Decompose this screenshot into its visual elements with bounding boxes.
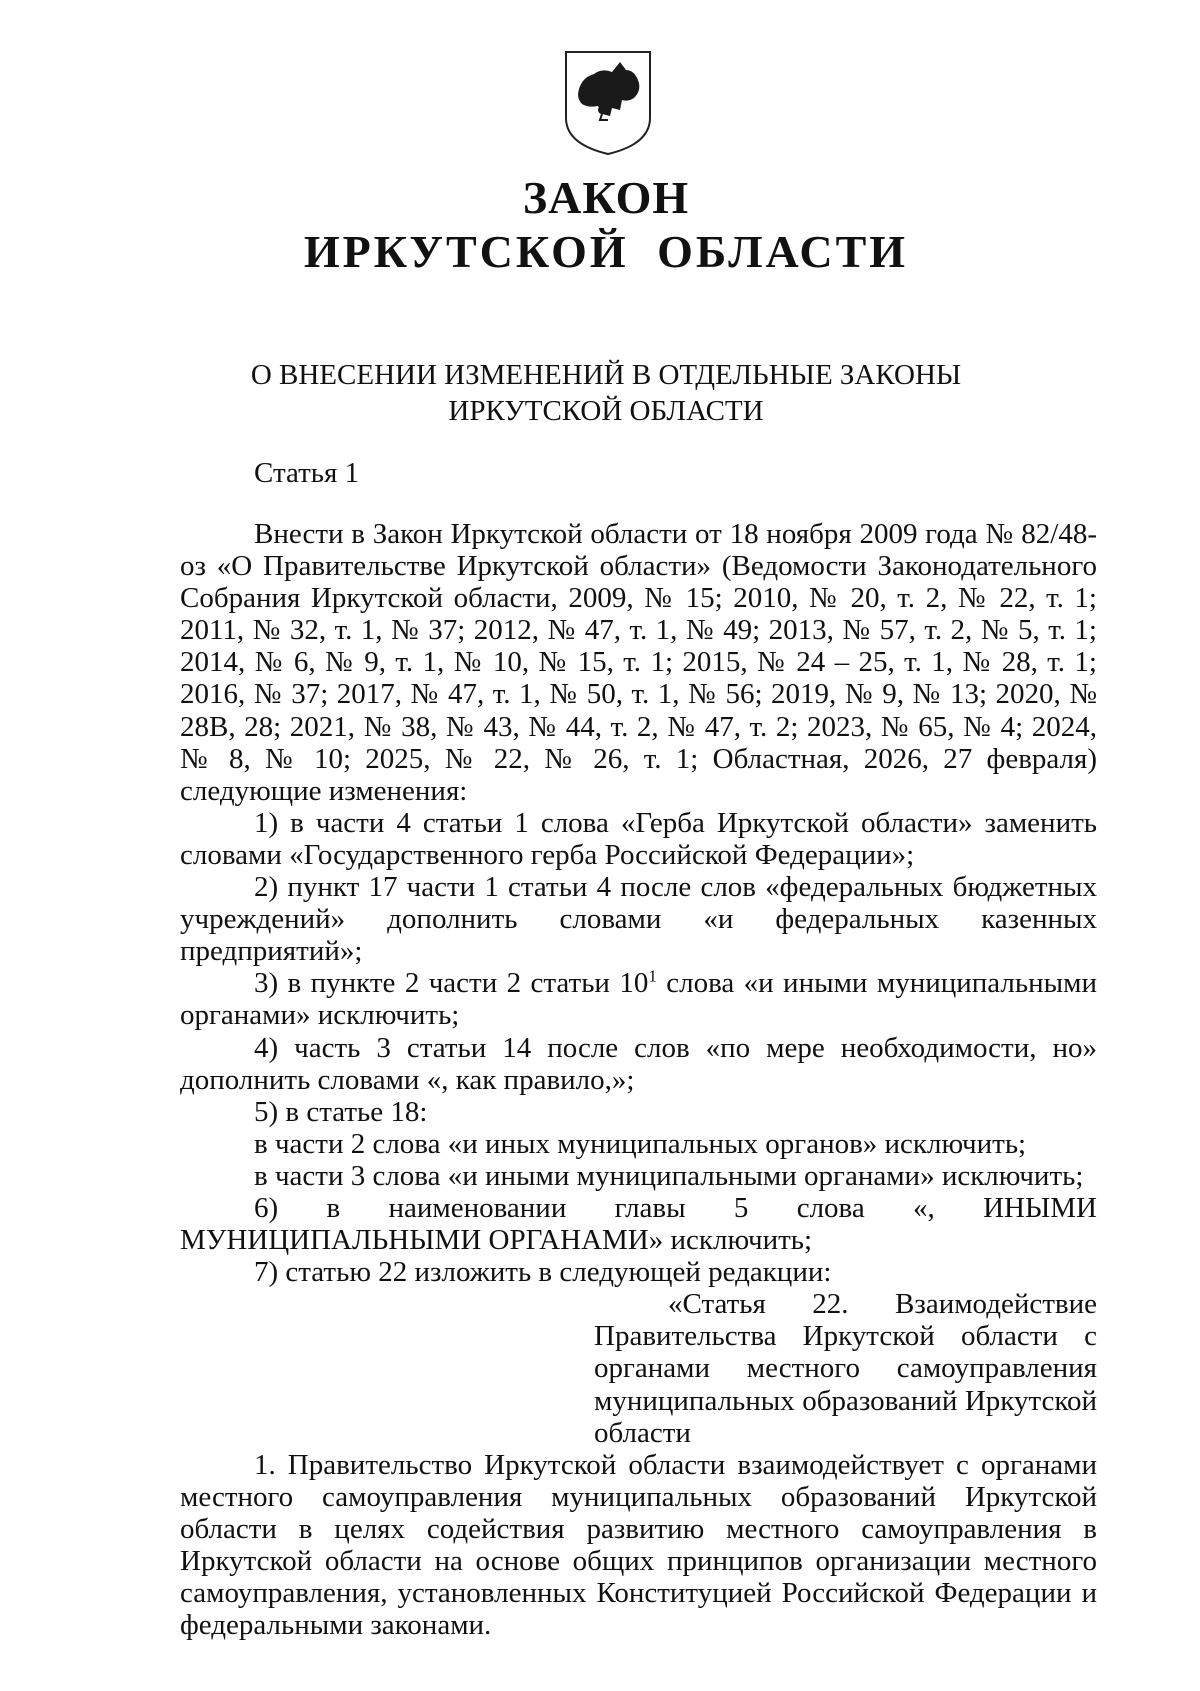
article-body (180, 518, 1097, 1641)
law-subtitle (0, 357, 1200, 429)
law-region-title: ИРКУТСКОЙ ОБЛАСТИ (303, 226, 909, 277)
amendment-item-5b: в части 3 слова «и иными муниципальными органами» исключить; (254, 1159, 1084, 1192)
amendment-item-5: 5) в статье 18: (254, 1095, 428, 1128)
coat-of-arms-emblem (562, 48, 654, 158)
amendment-item-2: 2) пункт 17 части 1 статьи 4 после слов «федеральных бюджетных учреждений» дополнить словами «и федеральных казенных предприятий»; (180, 871, 1097, 968)
subtitle-line-1: О ВНЕСЕНИИ ИЗМЕНЕНИЙ В ОТДЕЛЬНЫЕ ЗАКОНЫ (250, 359, 962, 391)
law-title: ЗАКОН (522, 172, 690, 223)
item-3-text-end: слова «и иными муниципальными органами» исключить; (180, 967, 1097, 1032)
subtitle-line-2: ИРКУТСКОЙ ОБЛАСТИ (448, 395, 764, 427)
item-3-text: 3) в пункте 2 части 2 статьи 10 (254, 967, 649, 1000)
new-article-heading: «Статья 22. Взаимодействие Правительства Иркутской области с органами местного самоуправления муниципальных образований Иркутской области (594, 1288, 1097, 1449)
amendment-item-7: 7) статью 22 изложить в следующей редакции: (254, 1256, 832, 1289)
article-heading: Статья 1 (254, 457, 360, 489)
amendment-item-6: 6) в наименовании главы 5 слова «, ИНЫМИ МУНИЦИПАЛЬНЫМИ ОРГАНАМИ» исключить; (180, 1191, 1097, 1257)
amendment-item-4: 4) часть 3 статьи 14 после слов «по мере необходимости, но» дополнить словами «, как правило,»; (180, 1031, 1097, 1096)
amendment-item-3 (180, 967, 1097, 1031)
amendment-item-1: 1) в части 4 статьи 1 слова «Герба Иркутской области» заменить словами «Государственного герба Российской Федерации»; (180, 806, 1097, 871)
intro-paragraph: Внести в Закон Иркутской области от 18 ноября 2009 года № 82/48-оз «О Правительстве Иркутской области» (Ведомости Законодательного Собрания Иркутской области, 2009, № 15; 2010, № 20, т. 2, № 22, т. 1; 2011, № 32, т. 1, № 37; 2012, № 47, т. 1, № 49; 2013, № 57, т. 2, № 5, т. 1; 2014, № 6, № 9, т. 1, № 10, № 15, т. 1; 2015, № 24 – 25, т. 1, № 28, т. 1; 2016, № 37; 2017, № 47, т. 1, № 50, т. 1, № 56; 2019, № 9, № 13; 2020, № 28В, 28; 2021, № 38, № 43, № 44, т. 2, № 47, т. 2; 2023, № 65, № 4; 2024, № 8, № 10; 2025, № 22, № 26, т. 1; Областная, 2026, 27 февраля) следующие изменения: (180, 518, 1097, 807)
new-article-paragraph-1: 1. Правительство Иркутской области взаимодействует с органами местного самоуправления муниципальных образований Иркутской области в целях содействия развитию местного самоуправления в Иркутской области на основе общих принципов организации местного самоуправления, установленных Конституцией Российской Федерации и федеральными законами. (180, 1448, 1097, 1642)
amendment-item-5a: в части 2 слова «и иных муниципальных органов» исключить; (254, 1127, 1027, 1160)
item-3-superscript: 1 (648, 966, 657, 986)
